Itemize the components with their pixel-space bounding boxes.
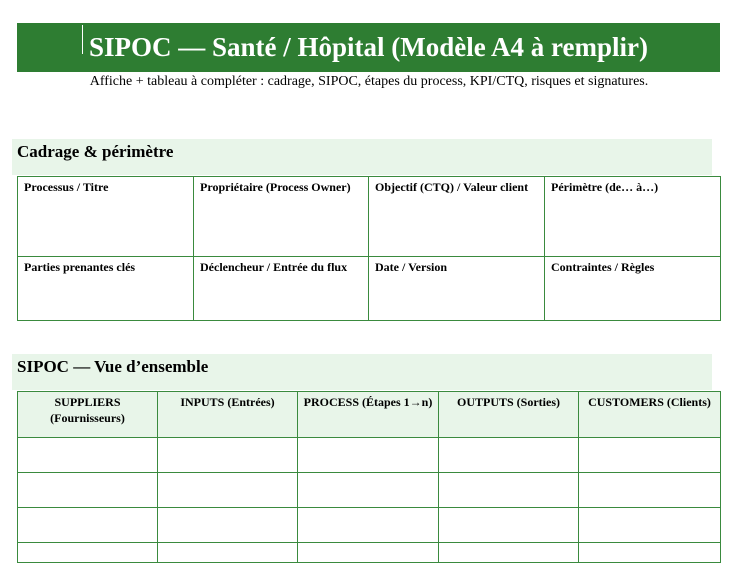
sipoc-cell[interactable] [18, 508, 158, 543]
sipoc-header-customers: CUSTOMERS (Clients) [579, 392, 721, 438]
sipoc-cell[interactable] [18, 473, 158, 508]
sipoc-cell[interactable] [158, 508, 298, 543]
sipoc-cell[interactable] [579, 438, 721, 473]
sipoc-cell[interactable] [439, 473, 579, 508]
sipoc-heading-text: SIPOC — Vue d’ensemble [17, 357, 209, 376]
framing-heading-text: Cadrage & périmètre [17, 142, 174, 161]
document-title-text: SIPOC — Santé / Hôpital (Modèle A4 à remplir) [89, 32, 648, 62]
framing-table [17, 176, 721, 321]
framing-cell[interactable]: Périmètre (de… à…) [545, 177, 721, 257]
framing-cell[interactable]: Parties prenantes clés [18, 257, 194, 321]
document-subtitle: Affiche + tableau à compléter : cadrage, SIPOC, étapes du process, KPI/CTQ, risques et signatures. [89, 74, 649, 89]
framing-cell[interactable]: Date / Version [369, 257, 545, 321]
framing-section-heading [12, 139, 712, 175]
text-cursor [82, 25, 83, 54]
sipoc-header-suppliers: SUPPLIERS (Fournisseurs) [18, 392, 158, 438]
sipoc-cell[interactable] [579, 508, 721, 543]
sipoc-cell[interactable] [579, 473, 721, 508]
sipoc-cell[interactable] [158, 438, 298, 473]
sipoc-table [17, 391, 721, 563]
sipoc-cell[interactable] [439, 438, 579, 473]
sipoc-header-outputs: OUTPUTS (Sorties) [439, 392, 579, 438]
sipoc-cell[interactable] [298, 508, 439, 543]
framing-cell[interactable]: Objectif (CTQ) / Valeur client [369, 177, 545, 257]
framing-cell[interactable]: Déclencheur / Entrée du flux [194, 257, 369, 321]
sipoc-section-heading [12, 354, 712, 390]
sipoc-cell[interactable] [298, 438, 439, 473]
sipoc-cell[interactable] [439, 508, 579, 543]
sipoc-header-inputs: INPUTS (Entrées) [158, 392, 298, 438]
sipoc-cell[interactable] [158, 473, 298, 508]
sipoc-cell[interactable] [298, 473, 439, 508]
framing-cell[interactable]: Contraintes / Règles [545, 257, 721, 321]
sipoc-header-process: PROCESS (Étapes 1→n) [298, 392, 439, 438]
framing-cell[interactable]: Processus / Titre [18, 177, 194, 257]
framing-cell[interactable]: Propriétaire (Process Owner) [194, 177, 369, 257]
document-title [17, 23, 720, 72]
sipoc-cell[interactable] [18, 438, 158, 473]
